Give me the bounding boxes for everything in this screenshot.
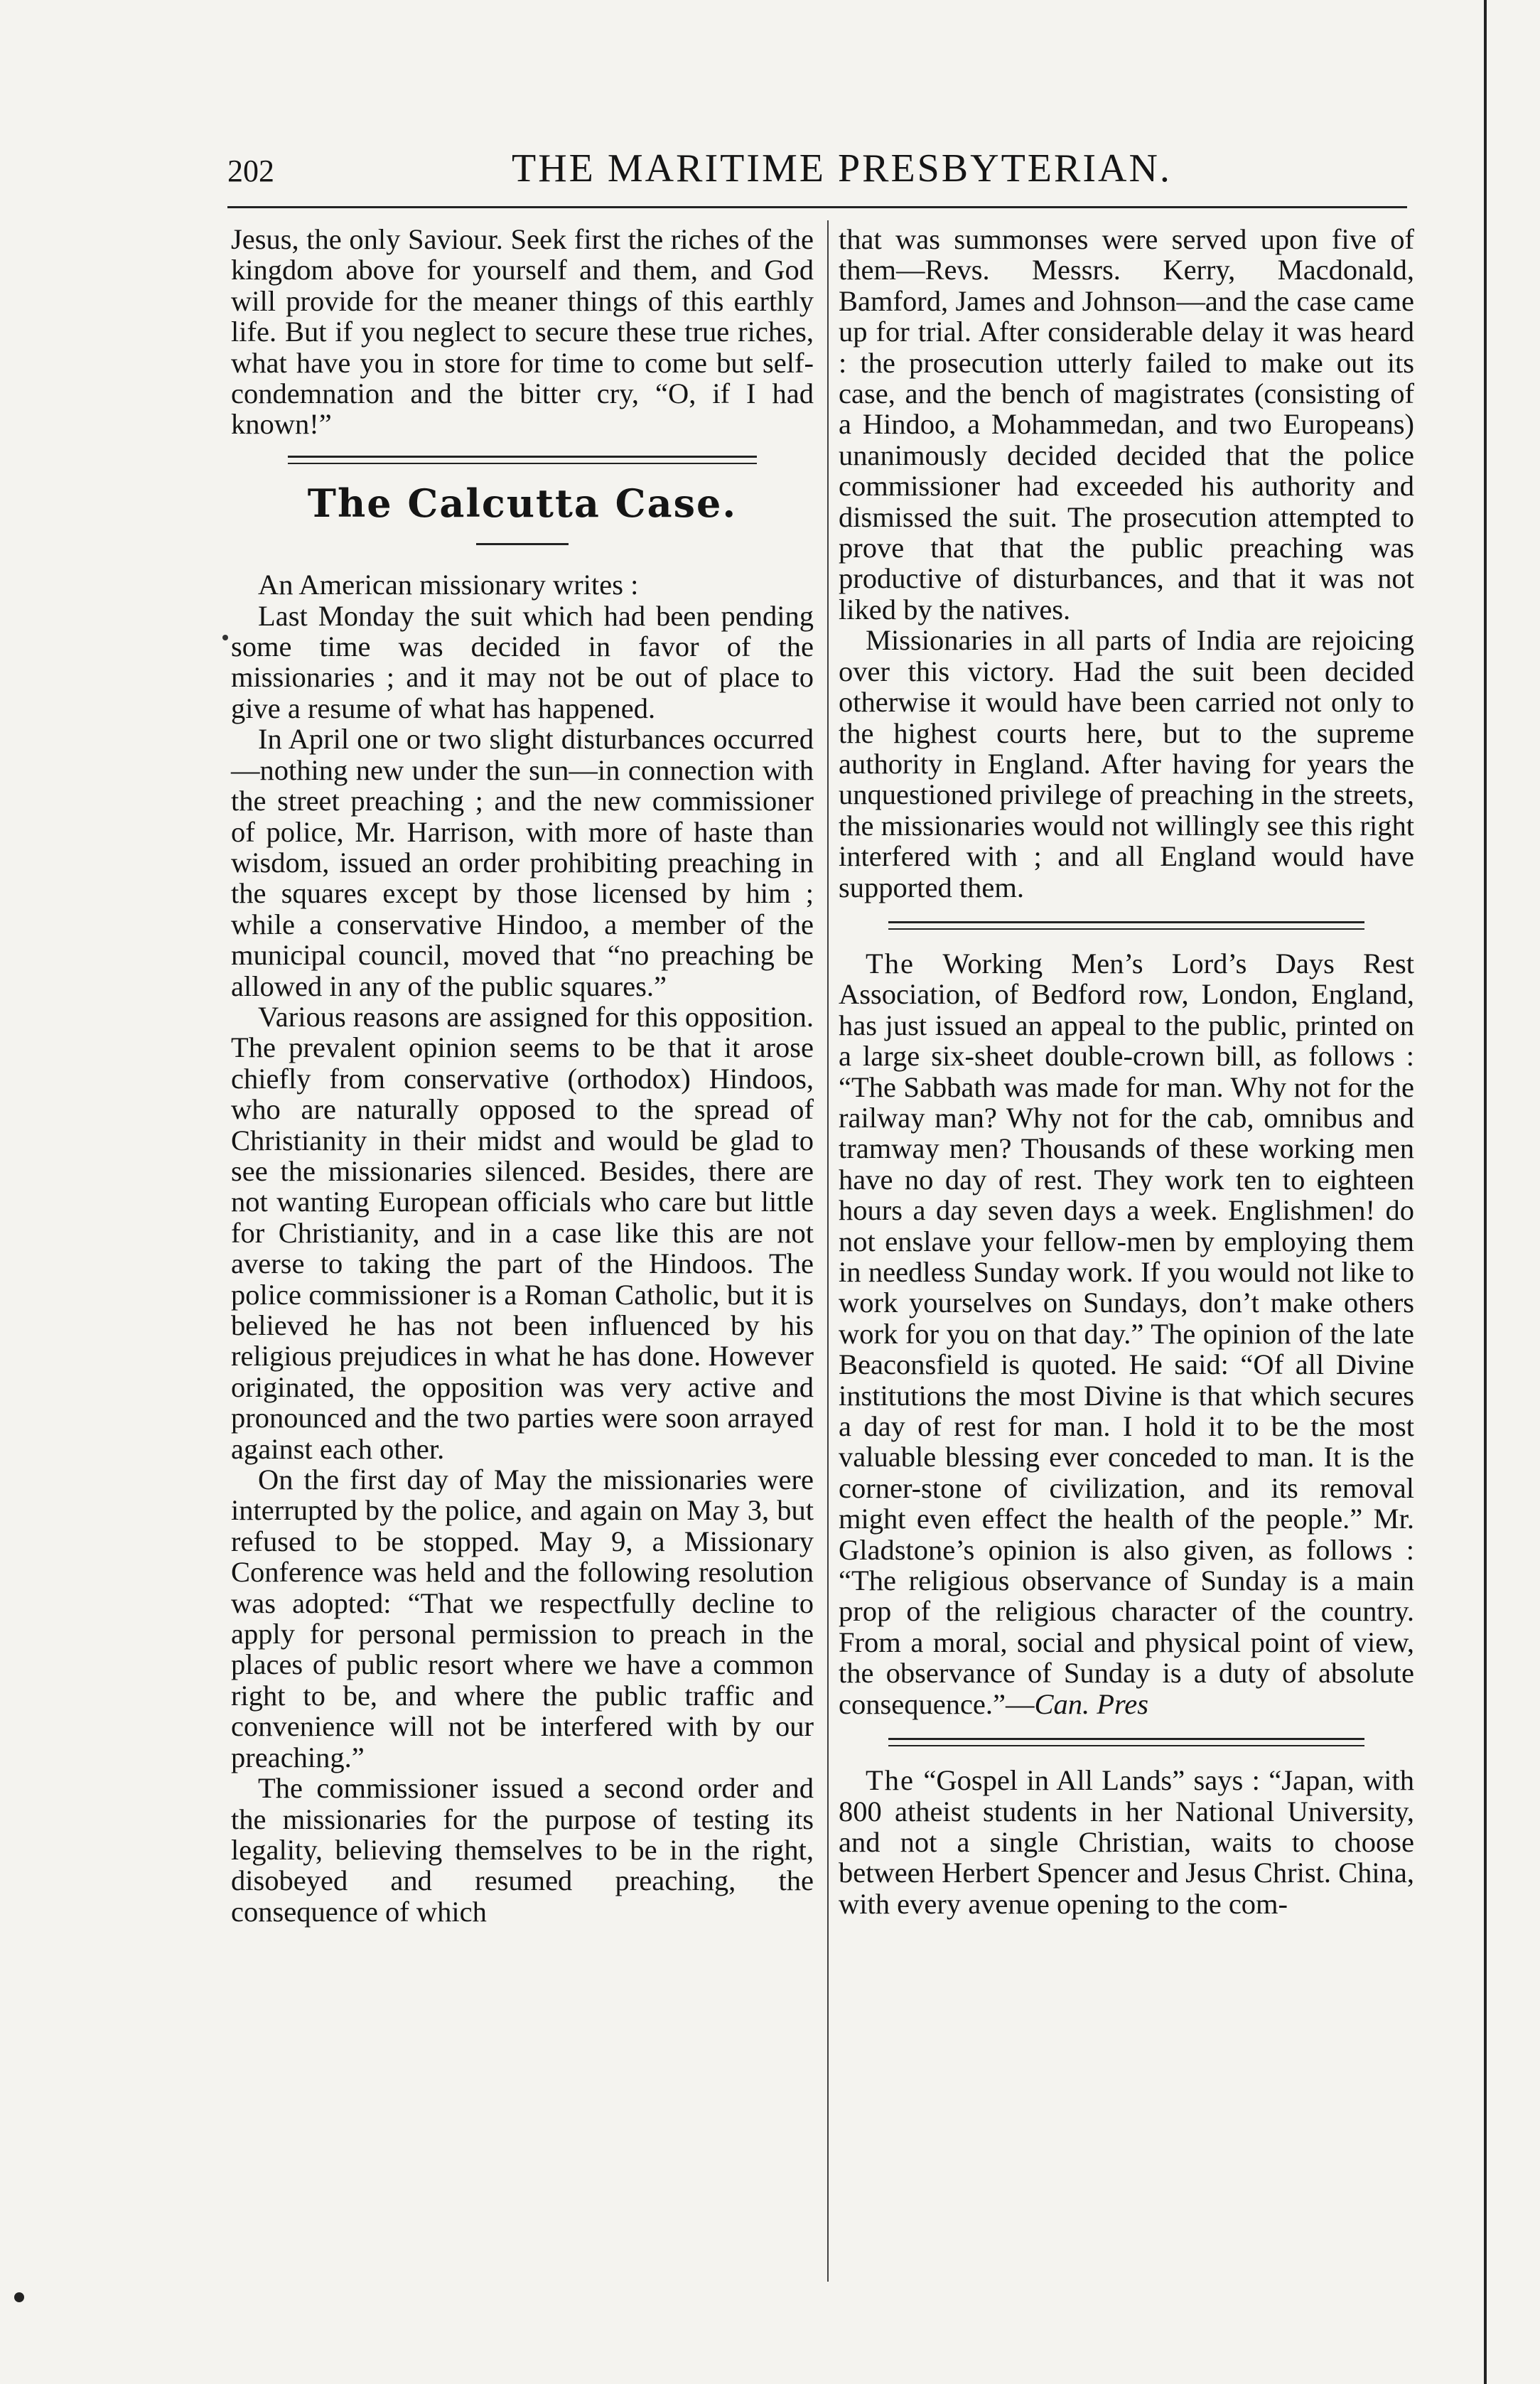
lead-word: The <box>866 1764 915 1797</box>
paragraph: Jesus, the only Saviour. Seek first the riches of the kingdom above for yourself and them, and God will provide for the meaner things of this earthly life. But if you neglect to secure these true riches, what have you in store for time to come but self-condemnation and the bitter cry, “O, if I had known!” <box>231 223 814 441</box>
page-edge-rule <box>1484 0 1487 2384</box>
article-heading: The Calcutta Case. <box>307 480 738 526</box>
source-credit: Can. Pres <box>1034 1687 1148 1720</box>
right-column <box>839 224 1414 1919</box>
paragraph <box>839 948 1414 1719</box>
section-divider <box>888 1738 1364 1746</box>
page-number: 202 <box>227 154 274 188</box>
header-rule <box>227 206 1407 208</box>
paragraph: On the first day of May the missionaries were interrupted by the police, and again on May 3, but refused to be stopped. May 9, a Missionary Conference was held and the following resolution was adopted: “That we respectfully decline to apply for personal permission to preach in the places of public resort where we have a common right to be, and where the public traffic and convenience will not be interfered with by our preaching.” <box>231 1464 814 1773</box>
paragraph: An American missionary writes : <box>258 569 639 601</box>
running-title: THE MARITIME PRESBYTERIAN. <box>512 146 1172 190</box>
paragraph <box>839 1765 1414 1919</box>
left-column <box>231 224 814 1927</box>
paragraph: Various reasons are assigned for this opposition. The prevalent opinion seems to be that it arose chiefly from conservative (orthodox) Hindoos, who are naturally opposed to the spread of Christianity in their midst and would be glad to see the missionaries silenced. Besides, there are not wanting European officials who care but little for Christianity, and in a case like this are not averse to taking the part of the Hindoos. The police commissioner is a Roman Catholic, but it is believed he has not been influenced by his religious prejudices in what he has done. However originated, the opposition was very active and pronounced and the two parties were soon arrayed against each other. <box>231 1000 814 1465</box>
paragraph: The commissioner issued a second order and the missionaries for the purpose of testing its legality, believing themselves to be in the right, disobeyed and resumed preaching, the consequence of which <box>231 1772 814 1928</box>
section-divider <box>888 921 1364 930</box>
paragraph: In April one or two slight disturbances occurred—nothing new under the sun—in connection with the street preaching ; and the new commissioner of police, Mr. Harrison, with more of haste than wisdom, issued an order prohibiting preaching in the squares except by those licensed by him ; while a conservative Hindoo, a member of the municipal council, moved that “no preaching be allowed in any of the public squares.” <box>231 723 814 1002</box>
section-divider <box>288 456 757 464</box>
margin-dot <box>14 2292 24 2302</box>
paragraph-text: Working Men’s Lord’s Days Rest Association, of Bedford row, London, England, has just issued an appeal to the public, printed on a large six-sheet double-crown bill, as follows : “The Sabbath was made for man. Why not for the railway man? Why not for the cab, omnibus and tramway men? Thousands of these working men have no day of rest. They work ten to eighteen hours a day seven days a week. Englishmen! do not enslave your fellow-men by employing them in needless Sunday work. If you would not like to work yourselves on Sundays, don’t make others work for you on that day.” The opinion of the late Beaconsfield is quoted. He said: “Of all Divine institutions the most Divine is that which secures a day of rest for man. I hold it to be the most valuable blessing ever conceded to man. It is the corner-stone of civilization, and its removal might even effect the health of the people.” Mr. Gladstone’s opinion is also given, as follows : “The religious observance of Sunday is a main prop of the religious character of the country. From a moral, social and physical point of view, the observance of Sunday is a duty of absolute consequence.”— <box>839 947 1414 1720</box>
page-header <box>227 146 1393 195</box>
heading-rule <box>476 543 569 545</box>
paragraph: Last Monday the suit which had been pending some time was decided in favor of the missionaries ; and it may not be out of place to give a resume of what has happened. <box>231 599 814 724</box>
lead-word: The <box>866 947 915 979</box>
paragraph-text: “Gospel in All Lands” says : “Japan, with 800 atheist students in her National University, and not a single Christian, waits to choose between Herbert Spencer and Jesus Christ. China, with every avenue opening to the com- <box>839 1764 1414 1920</box>
paragraph: that was summonses were served upon five of them—Revs. Messrs. Kerry, Macdonald, Bamford, James and Johnson—and the case came up for trial. After considerable delay it was heard : the prosecution utterly failed to make out its case, and the bench of magistrates (consisting of a Hindoo, a Mohammedan, and two Europeans) unanimously decided decided that the police commissioner had exceeded his authority and dismissed the suit. The prosecution attempted to prove that that the public preaching was productive of disturbances, and that it was not liked by the natives. <box>839 223 1414 625</box>
margin-mark <box>222 635 228 640</box>
column-divider <box>827 220 829 2282</box>
paragraph: Missionaries in all parts of India are rejoicing over this victory. Had the suit been decided otherwise it would have been carried not only to the highest courts here, but to the supreme authority in England. After having for years the unquestioned privilege of preaching in the streets, the missionaries would not willingly see this right interfered with ; and all England would have supported them. <box>839 624 1414 903</box>
